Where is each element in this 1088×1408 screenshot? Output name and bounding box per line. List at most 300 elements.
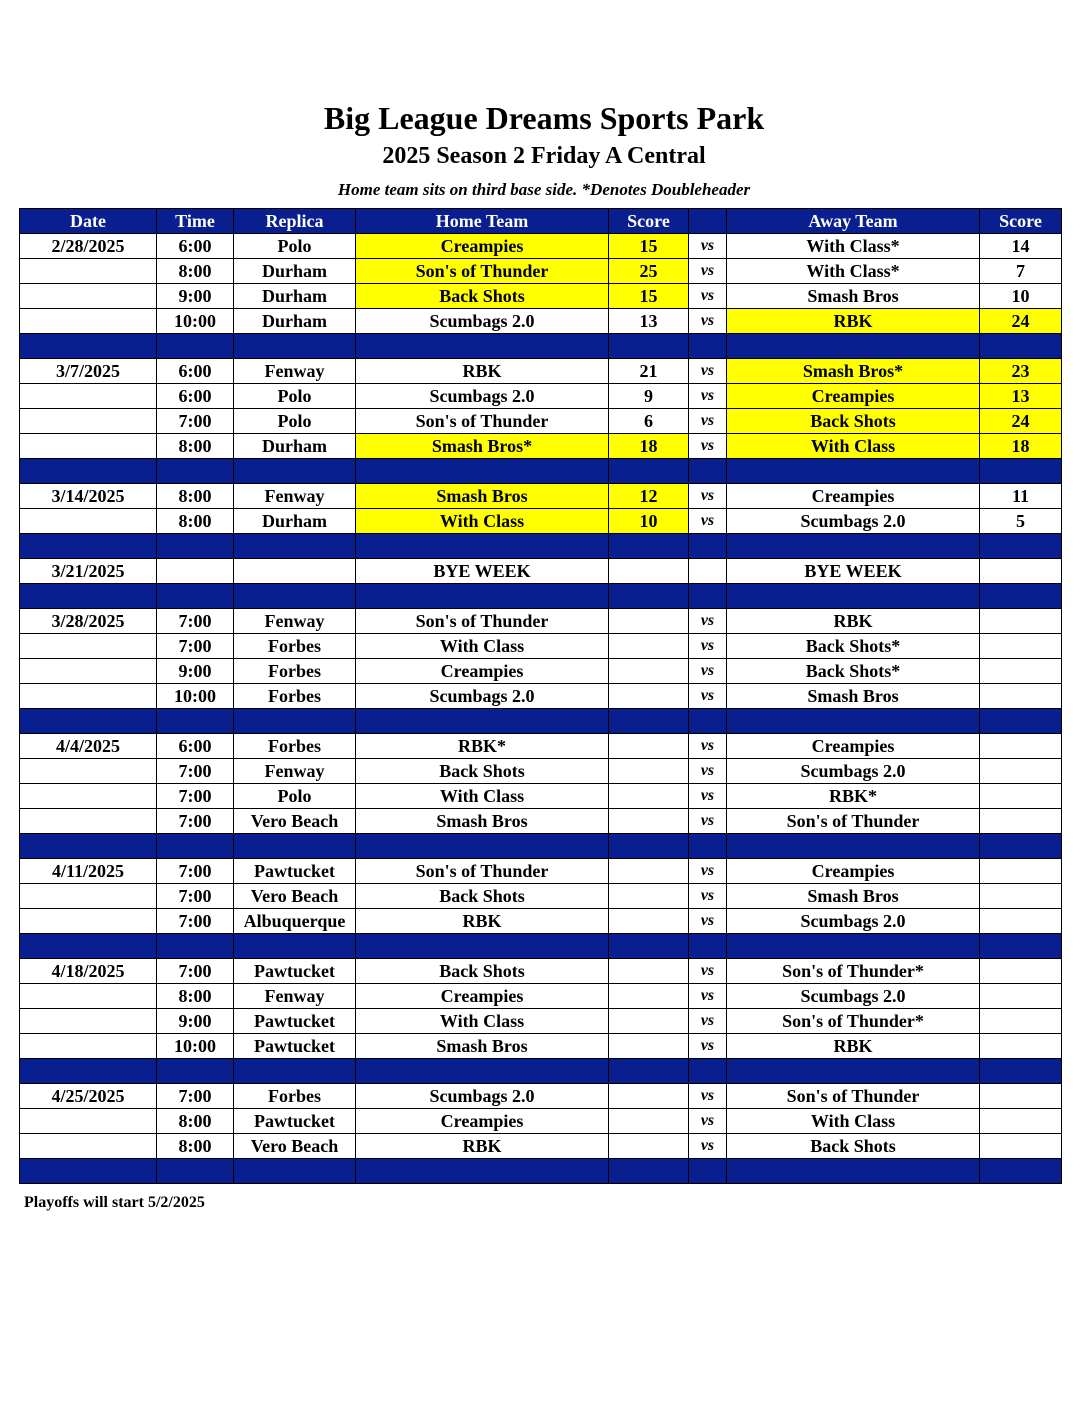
away-team-cell: With Class* [727,259,980,284]
vs-cell: vs [689,1034,727,1059]
replica-cell: Durham [234,259,356,284]
vs-cell: vs [689,484,727,509]
date-cell [20,1134,157,1159]
vs-cell: vs [689,359,727,384]
away-score-cell [980,1009,1062,1034]
home-team-cell: RBK [356,909,609,934]
week-separator-row [20,459,1062,484]
separator-cell [157,534,234,559]
time-cell: 8:00 [157,434,234,459]
home-score-cell [609,784,689,809]
away-score-cell [980,884,1062,909]
home-score-cell [609,684,689,709]
replica-cell: Vero Beach [234,884,356,909]
time-cell: 9:00 [157,1009,234,1034]
date-cell [20,684,157,709]
vs-cell: vs [689,734,727,759]
date-cell: 3/7/2025 [20,359,157,384]
table-row [20,909,1062,934]
column-header-date: Date [20,209,157,234]
date-cell: 3/28/2025 [20,609,157,634]
separator-cell [980,584,1062,609]
away-score-cell [980,659,1062,684]
vs-cell: vs [689,1134,727,1159]
away-team-cell: Scumbags 2.0 [727,509,980,534]
time-cell: 9:00 [157,659,234,684]
separator-cell [727,334,980,359]
vs-cell: vs [689,284,727,309]
replica-cell: Vero Beach [234,809,356,834]
time-cell: 7:00 [157,609,234,634]
separator-cell [20,534,157,559]
away-score-cell: 11 [980,484,1062,509]
away-score-cell: 10 [980,284,1062,309]
home-score-cell [609,634,689,659]
vs-cell: vs [689,784,727,809]
home-score-cell [609,659,689,684]
home-team-cell: Smash Bros [356,809,609,834]
home-score-cell: 15 [609,284,689,309]
separator-cell [727,1059,980,1084]
time-cell: 8:00 [157,484,234,509]
table-row [20,884,1062,909]
time-cell: 8:00 [157,1109,234,1134]
column-header-away-team: Away Team [727,209,980,234]
replica-cell: Polo [234,234,356,259]
separator-cell [689,834,727,859]
away-team-cell: With Class* [727,234,980,259]
date-cell [20,784,157,809]
home-team-cell: Back Shots [356,959,609,984]
separator-cell [20,934,157,959]
away-team-cell: Creampies [727,734,980,759]
table-row [20,434,1062,459]
separator-cell [609,334,689,359]
time-cell: 6:00 [157,734,234,759]
home-team-cell: RBK [356,359,609,384]
away-score-cell [980,909,1062,934]
away-score-cell [980,809,1062,834]
playoffs-note: Playoffs will start 5/2/2025 [24,1194,205,1211]
away-score-cell: 5 [980,509,1062,534]
schedule-table [19,208,1062,1184]
away-score-cell [980,684,1062,709]
away-score-cell [980,1034,1062,1059]
date-cell: 4/4/2025 [20,734,157,759]
replica-cell: Fenway [234,984,356,1009]
vs-cell: vs [689,234,727,259]
separator-cell [20,1159,157,1184]
separator-cell [609,934,689,959]
replica-cell: Polo [234,784,356,809]
home-score-cell [609,1134,689,1159]
table-header-row [20,209,1062,234]
home-team-cell: Scumbags 2.0 [356,384,609,409]
home-score-cell [609,759,689,784]
table-row [20,634,1062,659]
separator-cell [157,834,234,859]
away-score-cell [980,759,1062,784]
separator-cell [980,334,1062,359]
home-team-cell: BYE WEEK [356,559,609,584]
separator-cell [727,584,980,609]
vs-cell: vs [689,984,727,1009]
date-cell [20,884,157,909]
away-team-cell: Creampies [727,384,980,409]
replica-cell: Durham [234,434,356,459]
separator-cell [727,1159,980,1184]
column-header-away-score: Score [980,209,1062,234]
separator-cell [234,1059,356,1084]
table-row [20,1009,1062,1034]
separator-cell [20,584,157,609]
vs-cell: vs [689,609,727,634]
away-team-cell: Back Shots [727,1134,980,1159]
away-team-cell: Smash Bros* [727,359,980,384]
date-cell [20,634,157,659]
home-score-cell: 15 [609,234,689,259]
separator-cell [689,1059,727,1084]
page-title: Big League Dreams Sports Park [323,100,765,136]
separator-cell [727,534,980,559]
time-cell: 7:00 [157,759,234,784]
column-header-vs [689,209,727,234]
separator-cell [727,834,980,859]
away-team-cell: With Class [727,1109,980,1134]
date-cell [20,509,157,534]
time-cell: 6:00 [157,384,234,409]
replica-cell: Forbes [234,734,356,759]
separator-cell [727,934,980,959]
table-row [20,484,1062,509]
separator-cell [609,1059,689,1084]
away-team-cell: Scumbags 2.0 [727,984,980,1009]
home-team-cell: Smash Bros [356,1034,609,1059]
away-team-cell: Smash Bros [727,684,980,709]
away-team-cell: Smash Bros [727,284,980,309]
table-row [20,784,1062,809]
week-separator-row [20,534,1062,559]
home-team-cell: With Class [356,1009,609,1034]
separator-cell [20,334,157,359]
table-row [20,759,1062,784]
home-score-cell: 25 [609,259,689,284]
table-row [20,234,1062,259]
vs-cell: vs [689,409,727,434]
date-cell: 4/11/2025 [20,859,157,884]
home-score-cell [609,959,689,984]
away-score-cell [980,1134,1062,1159]
date-cell [20,1034,157,1059]
home-team-cell: Scumbags 2.0 [356,1084,609,1109]
time-cell: 9:00 [157,284,234,309]
time-cell: 7:00 [157,909,234,934]
vs-cell: vs [689,859,727,884]
time-cell: 7:00 [157,809,234,834]
table-row [20,259,1062,284]
away-team-cell: With Class [727,434,980,459]
home-team-cell: Son's of Thunder [356,859,609,884]
home-team-cell: RBK* [356,734,609,759]
replica-cell: Fenway [234,359,356,384]
vs-cell: vs [689,809,727,834]
date-cell: 4/25/2025 [20,1084,157,1109]
away-team-cell: Back Shots [727,409,980,434]
date-cell: 2/28/2025 [20,234,157,259]
vs-cell: vs [689,1009,727,1034]
vs-cell: vs [689,909,727,934]
home-team-cell: Creampies [356,234,609,259]
separator-cell [727,709,980,734]
home-score-cell: 10 [609,509,689,534]
vs-cell: vs [689,384,727,409]
away-score-cell [980,609,1062,634]
time-cell: 8:00 [157,259,234,284]
separator-cell [609,584,689,609]
replica-cell: Durham [234,309,356,334]
away-team-cell: Son's of Thunder [727,1084,980,1109]
separator-cell [20,834,157,859]
home-team-cell: Creampies [356,659,609,684]
separator-cell [980,709,1062,734]
home-team-cell: Back Shots [356,284,609,309]
replica-cell: Pawtucket [234,959,356,984]
separator-cell [356,1159,609,1184]
date-cell [20,659,157,684]
home-score-cell: 9 [609,384,689,409]
separator-cell [234,1159,356,1184]
table-row [20,609,1062,634]
replica-cell: Fenway [234,759,356,784]
away-team-cell: Son's of Thunder* [727,959,980,984]
vs-cell: vs [689,309,727,334]
table-row [20,859,1062,884]
date-cell [20,1109,157,1134]
vs-cell: vs [689,434,727,459]
vs-cell: vs [689,759,727,784]
away-team-cell: Back Shots* [727,634,980,659]
time-cell: 7:00 [157,959,234,984]
separator-cell [689,709,727,734]
vs-cell [689,559,727,584]
home-team-cell: Scumbags 2.0 [356,309,609,334]
home-team-cell: Scumbags 2.0 [356,684,609,709]
replica-cell: Vero Beach [234,1134,356,1159]
week-separator-row [20,1059,1062,1084]
time-cell: 10:00 [157,684,234,709]
separator-cell [689,584,727,609]
table-row [20,409,1062,434]
home-score-cell: 21 [609,359,689,384]
away-score-cell: 24 [980,409,1062,434]
separator-cell [20,459,157,484]
date-cell: 3/14/2025 [20,484,157,509]
vs-cell: vs [689,509,727,534]
away-team-cell: Smash Bros [727,884,980,909]
replica-cell: Albuquerque [234,909,356,934]
table-row [20,559,1062,584]
separator-cell [356,459,609,484]
home-score-cell [609,859,689,884]
table-row [20,809,1062,834]
date-cell [20,284,157,309]
replica-cell: Pawtucket [234,859,356,884]
away-score-cell: 14 [980,234,1062,259]
away-score-cell: 13 [980,384,1062,409]
column-header-home-score: Score [609,209,689,234]
vs-cell: vs [689,634,727,659]
replica-cell [234,559,356,584]
home-score-cell [609,884,689,909]
date-cell: 3/21/2025 [20,559,157,584]
separator-cell [356,334,609,359]
home-score-cell [609,1034,689,1059]
away-score-cell: 7 [980,259,1062,284]
home-team-cell: Son's of Thunder [356,259,609,284]
replica-cell: Forbes [234,659,356,684]
date-cell [20,809,157,834]
home-score-cell [609,609,689,634]
separator-cell [157,1159,234,1184]
vs-cell: vs [689,259,727,284]
home-team-cell: Back Shots [356,759,609,784]
schedule-body [20,234,1062,1184]
separator-cell [356,709,609,734]
table-row [20,1034,1062,1059]
separator-cell [20,1059,157,1084]
separator-cell [689,534,727,559]
week-separator-row [20,709,1062,734]
time-cell: 7:00 [157,409,234,434]
table-row [20,509,1062,534]
separator-cell [234,834,356,859]
away-score-cell [980,984,1062,1009]
home-score-cell [609,809,689,834]
away-team-cell: BYE WEEK [727,559,980,584]
separator-cell [689,334,727,359]
away-team-cell: RBK [727,1034,980,1059]
table-row [20,359,1062,384]
table-row [20,659,1062,684]
separator-cell [157,459,234,484]
away-team-cell: RBK* [727,784,980,809]
separator-cell [980,934,1062,959]
home-score-cell: 13 [609,309,689,334]
separator-cell [157,584,234,609]
home-score-cell: 12 [609,484,689,509]
separator-cell [980,834,1062,859]
replica-cell: Pawtucket [234,1109,356,1134]
time-cell: 10:00 [157,309,234,334]
separator-cell [234,934,356,959]
separator-cell [980,1059,1062,1084]
away-score-cell: 24 [980,309,1062,334]
away-team-cell: Back Shots* [727,659,980,684]
week-separator-row [20,334,1062,359]
date-cell [20,384,157,409]
time-cell: 8:00 [157,509,234,534]
separator-cell [234,709,356,734]
separator-cell [980,534,1062,559]
time-cell [157,559,234,584]
home-score-cell [609,734,689,759]
away-team-cell: Creampies [727,859,980,884]
home-score-cell [609,1009,689,1034]
away-score-cell: 23 [980,359,1062,384]
separator-cell [157,1059,234,1084]
separator-cell [609,709,689,734]
time-cell: 7:00 [157,784,234,809]
home-team-cell: Son's of Thunder [356,409,609,434]
separator-cell [609,459,689,484]
separator-cell [234,534,356,559]
table-row [20,384,1062,409]
table-row [20,959,1062,984]
home-team-cell: With Class [356,509,609,534]
away-score-cell [980,734,1062,759]
table-row [20,309,1062,334]
separator-cell [689,934,727,959]
vs-cell: vs [689,1084,727,1109]
away-score-cell: 18 [980,434,1062,459]
home-team-cell: Creampies [356,1109,609,1134]
week-separator-row [20,584,1062,609]
away-team-cell: Son's of Thunder [727,809,980,834]
replica-cell: Fenway [234,484,356,509]
separator-cell [609,534,689,559]
vs-cell: vs [689,1109,727,1134]
away-team-cell: Son's of Thunder* [727,1009,980,1034]
away-team-cell: Scumbags 2.0 [727,909,980,934]
week-separator-row [20,834,1062,859]
table-row [20,734,1062,759]
away-score-cell [980,634,1062,659]
separator-cell [234,584,356,609]
separator-cell [157,709,234,734]
vs-cell: vs [689,684,727,709]
column-header-time: Time [157,209,234,234]
replica-cell: Forbes [234,1084,356,1109]
separator-cell [609,1159,689,1184]
home-team-cell: With Class [356,784,609,809]
separator-cell [356,584,609,609]
replica-cell: Forbes [234,634,356,659]
time-cell: 7:00 [157,634,234,659]
page-subtitle: 2025 Season 2 Friday A Central [382,143,706,169]
separator-cell [727,459,980,484]
home-team-cell: With Class [356,634,609,659]
home-team-cell: Back Shots [356,884,609,909]
home-score-cell: 18 [609,434,689,459]
time-cell: 6:00 [157,234,234,259]
away-score-cell [980,559,1062,584]
schedule-note: Home team sits on third base side. *Denotes Doubleheader [337,180,751,199]
date-cell [20,909,157,934]
separator-cell [356,534,609,559]
vs-cell: vs [689,959,727,984]
table-row [20,684,1062,709]
date-cell [20,1009,157,1034]
table-row [20,1084,1062,1109]
replica-cell: Pawtucket [234,1009,356,1034]
replica-cell: Forbes [234,684,356,709]
home-score-cell [609,909,689,934]
away-score-cell [980,959,1062,984]
vs-cell: vs [689,659,727,684]
date-cell: 4/18/2025 [20,959,157,984]
home-team-cell: Son's of Thunder [356,609,609,634]
home-team-cell: RBK [356,1134,609,1159]
